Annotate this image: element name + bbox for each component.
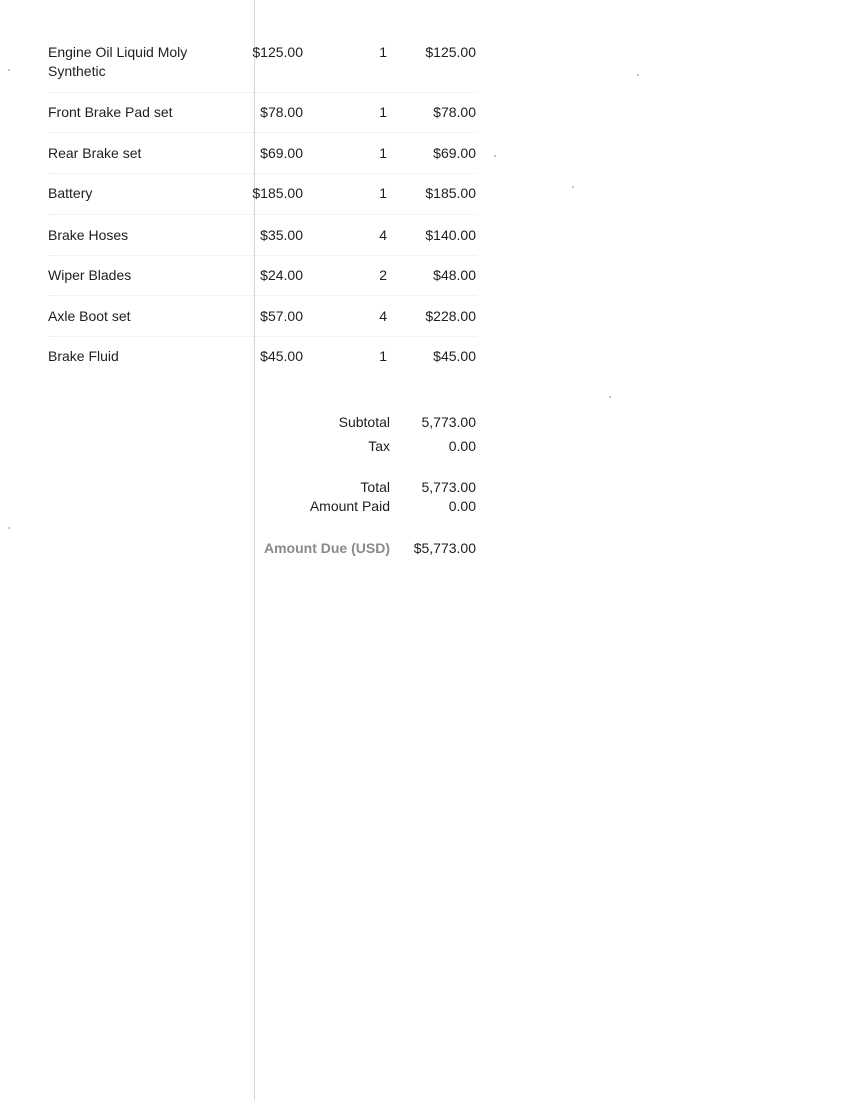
item-qty: 1 — [379, 44, 387, 60]
item-qty: 2 — [379, 267, 387, 283]
item-rate: $35.00 — [260, 227, 303, 243]
item-description: Brake Fluid — [48, 348, 119, 364]
subtotal-label: Subtotal — [338, 414, 390, 430]
amount-paid-label: Amount Paid — [309, 498, 390, 514]
item-rate: $185.00 — [252, 185, 303, 201]
item-rate: $125.00 — [252, 44, 303, 60]
total-label: Total — [360, 479, 390, 495]
item-amount: $185.00 — [425, 185, 476, 201]
item-rate: $45.00 — [260, 348, 303, 364]
tax-value: 0.00 — [448, 438, 476, 454]
item-description: Battery — [48, 185, 93, 201]
item-amount: $69.00 — [433, 145, 476, 161]
item-amount: $48.00 — [433, 267, 476, 283]
scan-speck — [572, 186, 574, 188]
item-description: Brake Hoses — [48, 227, 129, 243]
item-qty: 1 — [379, 104, 387, 120]
row-divider — [48, 132, 476, 133]
item-rate: $78.00 — [260, 104, 303, 120]
amount-paid-value: 0.00 — [448, 498, 476, 514]
scan-speck — [8, 527, 10, 529]
item-amount: $140.00 — [425, 227, 476, 243]
total-value: 5,773.00 — [421, 479, 476, 495]
item-rate: $57.00 — [260, 308, 303, 324]
item-qty: 1 — [379, 185, 387, 201]
subtotal-value: 5,773.00 — [421, 414, 476, 430]
item-qty: 1 — [379, 145, 387, 161]
scan-speck — [637, 74, 639, 76]
tax-label: Tax — [368, 438, 390, 454]
item-amount: $45.00 — [433, 348, 476, 364]
row-divider — [48, 336, 476, 337]
scan-speck — [494, 155, 496, 157]
item-description: Axle Boot set — [48, 308, 131, 324]
row-divider — [48, 173, 476, 174]
item-description: Front Brake Pad set — [48, 104, 173, 120]
scan-speck — [609, 396, 611, 398]
item-amount: $228.00 — [425, 308, 476, 324]
item-qty: 1 — [379, 348, 387, 364]
amount-due-label: Amount Due (USD) — [264, 540, 390, 556]
item-description: Engine Oil Liquid Moly Synthetic — [48, 44, 188, 79]
item-qty: 4 — [379, 227, 387, 243]
row-divider — [48, 92, 476, 93]
row-divider — [48, 214, 476, 215]
amount-due-value: $5,773.00 — [413, 540, 476, 556]
item-rate: $69.00 — [260, 145, 303, 161]
item-amount: $78.00 — [433, 104, 476, 120]
item-amount: $125.00 — [425, 44, 476, 60]
item-description: Rear Brake set — [48, 145, 142, 161]
row-divider — [48, 295, 476, 296]
item-qty: 4 — [379, 308, 387, 324]
item-description: Wiper Blades — [48, 267, 132, 283]
item-rate: $24.00 — [260, 267, 303, 283]
scan-speck — [8, 69, 10, 71]
row-divider — [48, 255, 476, 256]
